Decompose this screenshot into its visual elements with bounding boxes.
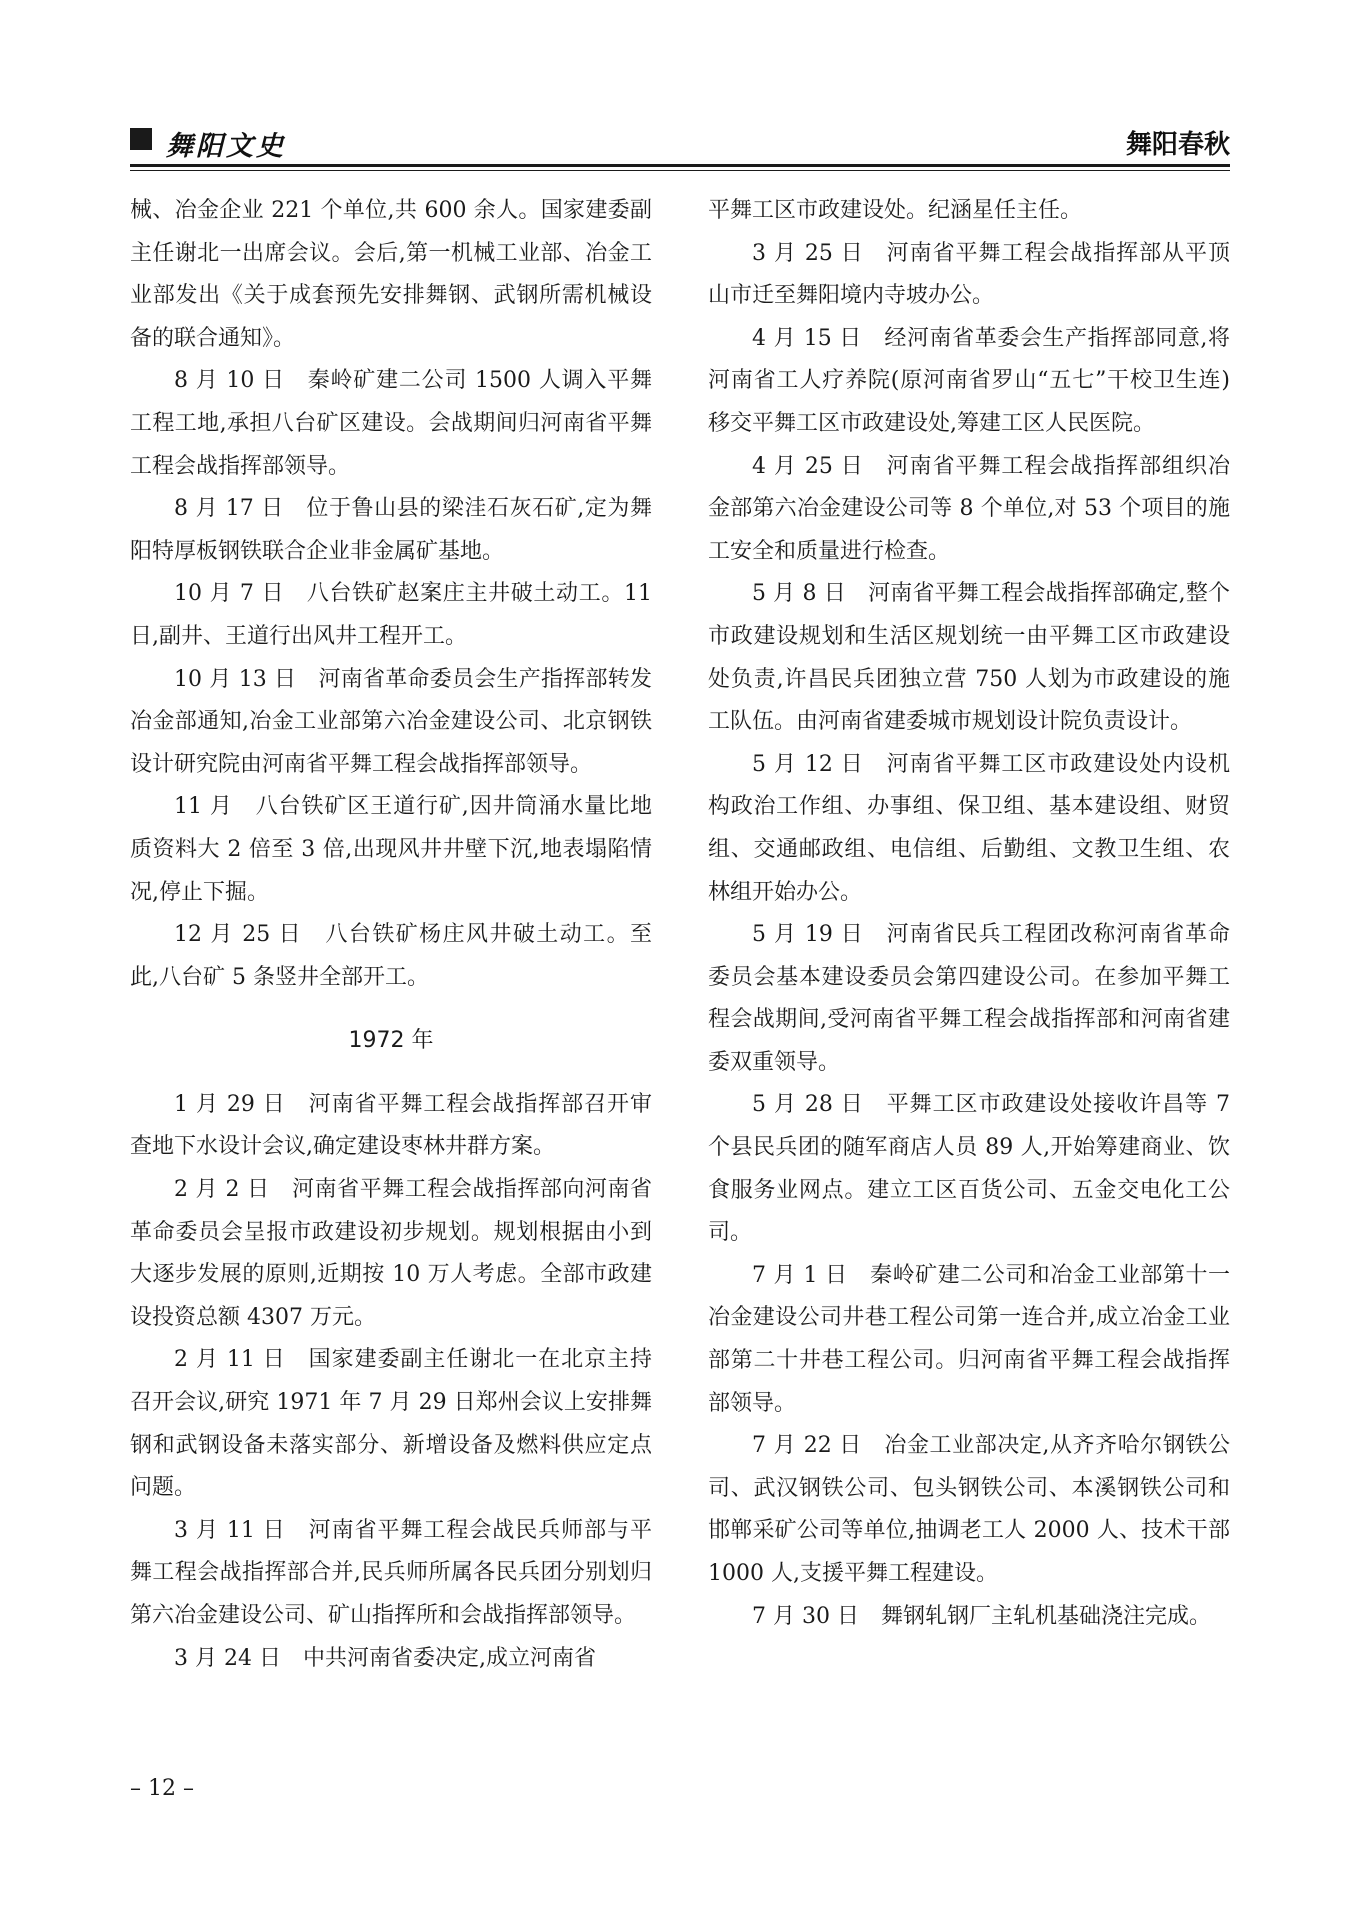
paragraph: 4 月 15 日 经河南省革委会生产指挥部同意,将河南省工人疗养院(原河南省罗山“五七”干校卫生连)移交平舞工区市政建设处,筹建工区人民医院。 xyxy=(708,325,1230,436)
header-rule-thick xyxy=(130,164,1230,167)
right-column xyxy=(708,190,1230,1638)
paragraph: 8 月 17 日 位于鲁山县的梁洼石灰石矿,定为舞阳特厚板钢铁联合企业非金属矿基地。 xyxy=(130,496,652,564)
header-square-icon xyxy=(130,128,152,150)
paragraph: 械、冶金企业 221 个单位,共 600 余人。国家建委副主任谢北一出席会议。会后,第一机械工业部、冶金工业部发出《关于成套预先安排舞钢、武钢所需机械设备的联合通知》。 xyxy=(130,198,652,351)
journal-title: 舞阳文史 xyxy=(166,131,286,162)
paragraph: 7 月 1 日 秦岭矿建二公司和冶金工业部第十一冶金建设公司井巷工程公司第一连合并,成立冶金工业部第二十井巷工程公司。归河南省平舞工程会战指挥部领导。 xyxy=(708,1262,1230,1416)
paragraph: 5 月 19 日 河南省民兵工程团改称河南省革命委员会基本建设委员会第四建设公司。在参加平舞工程会战期间,受河南省平舞工程会战指挥部和河南省建委双重领导。 xyxy=(708,922,1230,1075)
paragraph: 12 月 25 日 八台铁矿杨庄风井破土动工。至此,八台矿 5 条竖井全部开工。 xyxy=(130,922,652,990)
year-heading: 1972 年 xyxy=(348,1028,434,1054)
paragraph: 10 月 7 日 八台铁矿赵案庄主井破土动工。11 日,副井、王道行出风井工程开工。 xyxy=(130,581,652,649)
paragraph: 10 月 13 日 河南省革命委员会生产指挥部转发冶金部通知,冶金工业部第六冶金建设公司、北京钢铁设计研究院由河南省平舞工程会战指挥部领导。 xyxy=(130,666,652,777)
paragraph: 平舞工区市政建设处。纪涵星任主任。 xyxy=(708,198,1083,223)
paragraph: 2 月 11 日 国家建委副主任谢北一在北京主持召开会议,研究 1971 年 7 月 29 日郑州会议上安排舞钢和武钢设备未落实部分、新增设备及燃料供应定点问题。 xyxy=(130,1347,652,1501)
paragraph: 5 月 28 日 平舞工区市政建设处接收许昌等 7 个县民兵团的随军商店人员 89 人,开始筹建商业、饮食服务业网点。建立工区百货公司、五金交电化工公司。 xyxy=(708,1092,1230,1246)
paragraph: 5 月 12 日 河南省平舞工区市政建设处内设机构政治工作组、办事组、保卫组、基本建设组、财贸组、交通邮政组、电信组、后勤组、文教卫生组、农林组开始办公。 xyxy=(708,751,1230,905)
column-title: 舞阳春秋 xyxy=(1125,130,1230,160)
paragraph: 3 月 24 日 中共河南省委决定,成立河南省 xyxy=(174,1645,596,1671)
paragraph: 1 月 29 日 河南省平舞工程会战指挥部召开审查地下水设计会议,确定建设枣林井群方案。 xyxy=(130,1091,652,1160)
header-rule-thin xyxy=(130,170,1230,171)
paragraph: 5 月 8 日 河南省平舞工程会战指挥部确定,整个市政建设规划和生活区规划统一由平舞工区市政建设处负责,许昌民兵团独立营 750 人划为市政建设的施工队伍。由河南省建委城市规划设计院负责设计。 xyxy=(708,581,1230,735)
left-column xyxy=(130,190,652,1680)
paragraph: 8 月 10 日 秦岭矿建二公司 1500 人调入平舞工程工地,承担八台矿区建设。会战期间归河南省平舞工程会战指挥部领导。 xyxy=(130,368,652,479)
paragraph: 11 月 八台铁矿区王道行矿,因井筒涌水量比地质资料大 2 倍至 3 倍,出现风井井壁下沉,地表塌陷情况,停止下掘。 xyxy=(130,794,652,905)
paragraph: 7 月 22 日 冶金工业部决定,从齐齐哈尔钢铁公司、武汉钢铁公司、包头钢铁公司、本溪钢铁公司和邯郸采矿公司等单位,抽调老工人 2000 人、技术干部 1000 人,支援平舞工程建设。 xyxy=(708,1433,1230,1586)
paragraph: 2 月 2 日 河南省平舞工程会战指挥部向河南省革命委员会呈报市政建设初步规划。规划根据由小到大逐步发展的原则,近期按 10 万人考虑。全部市政建设投资总额 4307 万元。 xyxy=(130,1177,652,1330)
paragraph: 7 月 30 日 舞钢轧钢厂主轧机基础浇注完成。 xyxy=(752,1603,1211,1629)
running-header xyxy=(130,122,1230,162)
paragraph: 3 月 11 日 河南省平舞工程会战民兵师部与平舞工程会战指挥部合并,民兵师所属各民兵团分别划归第六冶金建设公司、矿山指挥所和会战指挥部领导。 xyxy=(130,1517,652,1628)
paragraph: 3 月 25 日 河南省平舞工程会战指挥部从平顶山市迁至舞阳境内寺坡办公。 xyxy=(708,240,1230,309)
paragraph: 4 月 25 日 河南省平舞工程会战指挥部组织冶金部第六冶金建设公司等 8 个单位,对 53 个项目的施工安全和质量进行检查。 xyxy=(708,453,1230,564)
page-number: – 12 – xyxy=(130,1776,194,1801)
